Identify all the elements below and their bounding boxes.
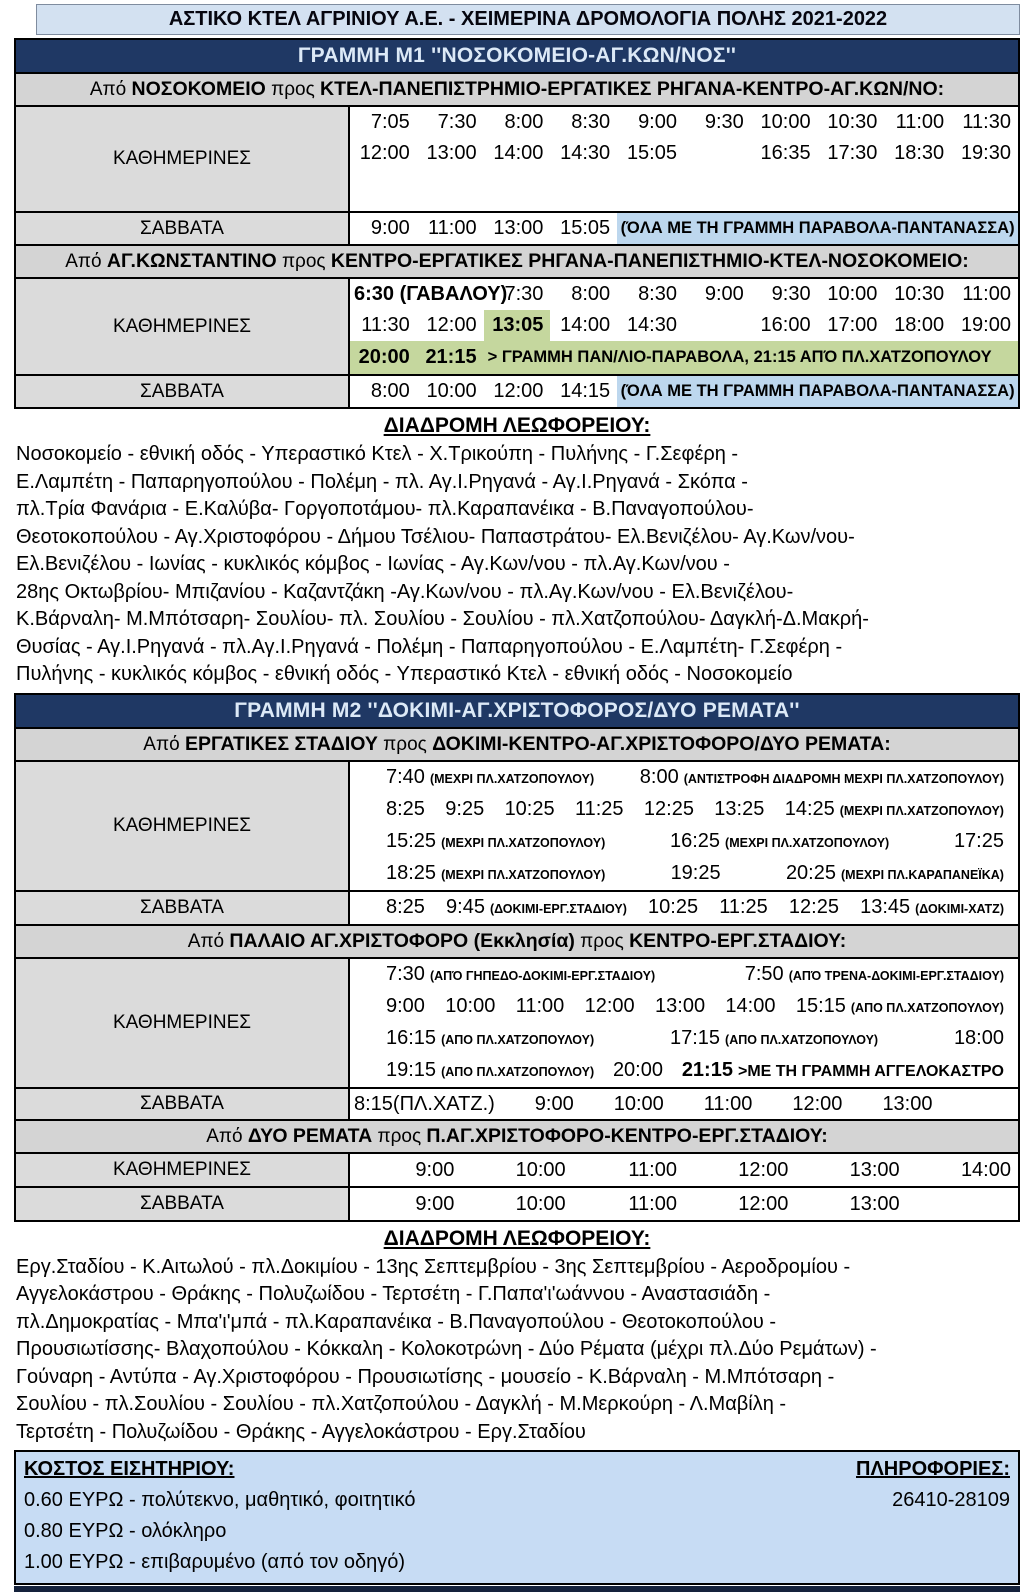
route-line: πλ.Δημοκρατίας - Μπα'ι'μπά - πλ.Καραπανέικα - Β.Παναγοπούλου - Θεοτοκοπούλου - — [16, 1310, 777, 1333]
departure-time: 8:25 — [386, 797, 425, 820]
route-line: Γούναρη - Αντύπα - Αγ.Χριστοφόρου - Προυσιωτίσης - μουσείο - Κ.Βάρναλη - Μ.Μπότσαρη - — [16, 1365, 835, 1388]
m2-dir2-saturdays-row — [16, 1089, 1018, 1121]
times-line — [350, 794, 1018, 826]
departure-time: 14:25 — [784, 797, 835, 820]
m2-dir1-saturdays-row — [16, 892, 1018, 926]
departure-entry — [445, 794, 484, 824]
time-cell: 14:30 — [626, 314, 677, 336]
fare-line: 0.80 ΕΥΡΩ - ολόκληρο — [24, 1520, 227, 1542]
departure-time: 17:15 — [669, 1026, 721, 1049]
departure-time: 10:00 — [445, 994, 496, 1017]
time-cell: 19:00 — [960, 314, 1011, 336]
time-cell: 13:00 — [493, 217, 544, 239]
departure-entry — [745, 959, 1004, 991]
route-line: Αγγελοκάστρου - Θράκης - Πολυζωίδου - Τερτσέτη - Γ.Παπα'ι'ωάννου - Αναστασιάδη - — [16, 1283, 771, 1305]
time-cell: 14:15 — [560, 380, 611, 402]
info-heading: ΠΛΗΡΟΦΟΡΙΕΣ: — [856, 1458, 1010, 1480]
time-cell: 14:00 — [493, 142, 544, 164]
departure-time: 16:25 — [669, 829, 721, 852]
m2-dir1-weekdays-row — [16, 762, 1018, 892]
m1-route-description — [16, 441, 1020, 689]
times-grid — [350, 1188, 1018, 1220]
time-cell: 8:00 — [504, 111, 544, 133]
time-cell: 8:00 — [571, 283, 611, 305]
time-cell: 12:00 — [426, 314, 477, 336]
from-label: Από — [143, 733, 180, 755]
route-line: Κ.Βάρναλη- Μ.Μπότσαρη- Σουλίου- πλ. Σουλίου - Σουλίου - πλ.Χατζοπούλου- Δαγκλή-Δ.Μακρή- — [16, 608, 869, 630]
departure-time: 8:15(ΠΛ.ΧΑΤΖ.) — [354, 1092, 495, 1115]
departure-time: 20:00 — [612, 1058, 663, 1081]
time-cell: 9:00 — [370, 217, 410, 239]
departure-time: 8:00 — [639, 765, 679, 788]
schedule-note: (ΌΛΑ ΜΕ ΤΗ ΓΡΑΜΜΗ ΠΑΡΑΒΟΛΑ-ΠΑΝΤΑΝΑΣΣΑ) — [617, 376, 1018, 407]
departure-note: (ΜΕΧΡΙ ΠΛ.ΧΑΤΖΟΠΟΥΛΟΥ) — [441, 835, 606, 850]
weekdays-label: ΚΑΘΗΜΕΡΙΝΕΣ — [16, 1154, 350, 1186]
departure-entry — [575, 794, 624, 824]
m2-dir2-weekdays-row — [16, 959, 1018, 1089]
departure-time: 11:25 — [574, 797, 624, 820]
destination-list: ΚΕΝΤΡΟ-ΕΡΓ.ΣΤΑΔΙΟΥ: — [629, 929, 847, 952]
times-line — [350, 858, 1018, 890]
departure-entry — [785, 794, 1004, 826]
departure-time: 14:00 — [725, 994, 776, 1017]
departure-time: 8:25 — [386, 895, 425, 918]
origin-name: ΔΥΟ ΡΕΜΑΤΑ — [247, 1124, 373, 1147]
m1-dir2-weekdays-row — [16, 279, 1018, 376]
to-label: προς — [383, 733, 427, 755]
departure-time: 11:00 — [703, 1092, 753, 1115]
m2-dir3-weekdays-row — [16, 1154, 1018, 1188]
times-line — [350, 826, 1018, 858]
departure-entry — [446, 892, 627, 924]
departure-note: (ΜΕΧΡΙ ΠΛ.ΧΑΤΖΟΠΟΥΛΟΥ) — [839, 803, 1004, 818]
departure-entry — [796, 991, 1004, 1023]
time-cell: 14:00 — [560, 314, 611, 336]
departure-note: (ΑΠΟ ΠΛ.ΧΑΤΖΟΠΟΥΛΟΥ) — [441, 1032, 595, 1047]
time-cell: 13:05 — [484, 310, 551, 341]
departure-entry — [719, 892, 768, 922]
weekdays-label: ΚΑΘΗΜΕΡΙΝΕΣ — [16, 959, 350, 1087]
time-cell: 15:05 — [626, 142, 677, 164]
departure-time: 10:25 — [648, 895, 699, 918]
times-grid — [350, 138, 1018, 169]
to-label: προς — [580, 930, 624, 952]
departure-entry — [704, 1089, 753, 1119]
origin-name: ΠΑΛΑΙΟ ΑΓ.ΧΡΙΣΤΟΦΟΡΟ (Εκκλησία) — [229, 929, 575, 952]
route-line: Νοσοκομείο - εθνική οδός - Υπεραστικό Κτελ - Χ.Τρικούπη - Πυλήνης - Γ.Σεφέρη - — [16, 443, 739, 465]
m2-direction1-header — [16, 729, 1018, 762]
time-cell: 10:00 — [760, 111, 811, 133]
departure-note: (ΑΠΌ ΤΡΕΝΑ-ΔΟΚΙΜΙ-ΕΡΓ.ΣΤΑΔΙΟΥ) — [788, 968, 1004, 983]
departure-time: 13:00 — [655, 994, 706, 1017]
page-title: ΑΣΤΙΚΟ ΚΤΕΛ ΑΓΡΙΝΙΟΥ Α.Ε. - ΧΕΙΜΕΡΙΝΑ ΔΡΟΜΟΛΟΓΙΑ ΠΟΛΗΣ 2021-2022 — [36, 4, 1020, 35]
times-grid — [350, 213, 1018, 244]
m1-direction1-header — [16, 74, 1018, 107]
departure-time: 12:25 — [643, 797, 694, 820]
time-cell: 14:00 — [960, 1158, 1011, 1181]
times-grid — [350, 310, 1018, 341]
time-cell: 10:30 — [827, 111, 878, 133]
route-line: 28ης Οκτωβρίου- Μπιζανίου - Καζαντζάκη -Αγ.Κων/νου - πλ.Αγ.Κων/νου - Ελ.Βενιζέλου- — [16, 580, 794, 603]
m1-route-heading: ΔΙΑΔΡΟΜΗ ΛΕΩΦΟΡΕΙΟΥ: — [383, 414, 651, 437]
departure-entry — [640, 762, 1004, 794]
departure-time: 7:50 — [744, 962, 784, 985]
fare-line: 0.60 ΕΥΡΩ - πολύτεκνο, μαθητικό, φοιτητικό — [24, 1489, 416, 1511]
departure-time: 13:45 — [860, 895, 911, 918]
time-cell: 11:30 — [962, 111, 1011, 133]
departure-time: 21:15 — [681, 1058, 733, 1081]
times-line — [350, 892, 1018, 924]
weekdays-label: ΚΑΘΗΜΕΡΙΝΕΣ — [16, 279, 350, 374]
departure-entry — [386, 858, 605, 890]
time-cell: 18:30 — [894, 142, 945, 164]
departure-note: (ΑΠΟ ΠΛ.ΧΑΤΖΟΠΟΥΛΟΥ) — [725, 1032, 879, 1047]
departure-entry — [725, 991, 775, 1021]
time-cell: 9:00 — [638, 111, 677, 133]
from-label: Από — [206, 1125, 243, 1147]
times-grid — [350, 376, 1018, 407]
departure-entry — [789, 892, 839, 922]
schedule-note: (ΌΛΑ ΜΕ ΤΗ ΓΡΑΜΜΗ ΠΑΡΑΒΟΛΑ-ΠΑΝΤΑΝΑΣΣΑ) — [617, 213, 1018, 244]
departure-note: (ΜΕΧΡΙ ΠΛ.ΚΑΡΑΠΑΝΕΪΚΑ) — [841, 867, 1004, 882]
time-cell: 7:05 — [370, 111, 410, 133]
times-line — [350, 1089, 1018, 1119]
departure-entry — [954, 1023, 1004, 1053]
m1-dir2-saturdays-row — [16, 376, 1018, 407]
route-line: Ελ.Βενιζέλου - Ιωνίας - κυκλικός κόμβος - Ιωνίας - Αγ.Κων/νου - πλ.Αγ.Κων/νου - — [16, 553, 730, 575]
departure-entry — [386, 1023, 594, 1055]
origin-name: ΕΡΓΑΤΙΚΕΣ ΣΤΑΔΙΟΥ — [184, 732, 378, 755]
time-cell: 9:00 — [704, 283, 744, 305]
time-cell: 7:30 — [437, 111, 477, 133]
time-cell — [684, 310, 751, 341]
from-label: Από — [187, 930, 225, 952]
departure-time: 9:45 — [446, 895, 485, 918]
weekdays-label: ΚΑΘΗΜΕΡΙΝΕΣ — [16, 762, 350, 890]
time-cell: 18:00 — [894, 314, 945, 336]
destination-list: ΚΕΝΤΡΟ-ΕΡΓΑΤΙΚΕΣ ΡΗΓΑΝΑ-ΠΑΝΕΠΙΣΤΗΜΙΟ-ΚΤΕΛ-ΝΟΣΟΚΟΜΕΙΟ: — [330, 250, 969, 272]
m2-direction3-header — [16, 1121, 1018, 1154]
departure-time: 12:00 — [792, 1092, 843, 1115]
m1-line-header: ΓΡΑΜΜΗ Μ1 ''ΝΟΣΟΚΟΜΕΙΟ-ΑΓ.ΚΩΝ/ΝΟΣ'' — [16, 40, 1018, 74]
departure-time: 12:00 — [584, 994, 635, 1017]
departure-time: 19:25 — [670, 861, 721, 884]
time-cell: 11:00 — [428, 217, 477, 239]
departure-time: 13:00 — [882, 1092, 933, 1115]
departure-note: (ΜΕΧΡΙ ΠΛ.ΧΑΤΖΟΠΟΥΛΟΥ) — [725, 835, 890, 850]
m2-line-header: ΓΡΑΜΜΗ Μ2 ''ΔΟΚΙΜΙ-ΑΓ.ΧΡΙΣΤΟΦΟΡΟΣ/ΔΥΟ ΡΕΜΑΤΑ'' — [16, 695, 1018, 729]
departure-time: 16:15 — [386, 1026, 437, 1049]
times-line — [350, 762, 1018, 794]
time-cell: 8:30 — [571, 111, 611, 133]
departure-entry — [613, 1055, 663, 1085]
departure-entry — [648, 892, 698, 922]
departure-entry — [386, 794, 425, 824]
time-cell: 6:30 (ΓΑΒΑΛΟΥ) — [354, 283, 508, 305]
times-line — [350, 991, 1018, 1023]
departure-entry — [614, 1089, 664, 1119]
evening-times-row — [350, 341, 1018, 374]
time-cell: 9:00 — [415, 1192, 455, 1215]
departure-entry — [714, 794, 764, 824]
time-cell: 11:00 — [628, 1158, 677, 1181]
time-cell: 11:00 — [962, 283, 1011, 305]
departure-time: 9:25 — [445, 797, 485, 820]
departure-time: 10:25 — [504, 797, 555, 820]
time-cell — [907, 1188, 1018, 1220]
time-cell: 17:00 — [827, 314, 878, 336]
departure-entry — [505, 794, 555, 824]
departure-note: (ΔΟΚΙΜΙ-ΕΡΓ.ΣΤΑΔΙΟΥ) — [489, 901, 627, 916]
times-line — [350, 1023, 1018, 1055]
saturdays-label: ΣΑΒΒΑΤΑ — [16, 892, 350, 924]
time-cell: 12:00 — [493, 380, 544, 402]
departure-time: 7:40 — [386, 765, 425, 788]
departure-entry — [682, 1055, 1004, 1087]
departure-entry — [585, 991, 635, 1021]
time-cell: 15:05 — [560, 217, 611, 239]
time-cell: 12:00 — [738, 1192, 789, 1215]
time-cell: 20:00 — [358, 346, 410, 368]
time-cell: 9:30 — [704, 111, 744, 133]
destination-list: ΚΤΕΛ-ΠΑΝΕΠΙΣΤΡΗΜΙΟ-ΕΡΓΑΤΙΚΕΣ ΡΗΓΑΝΑ-ΚΕΝΤΡΟ-ΑΓ.ΚΩΝ/ΝΟ: — [320, 78, 945, 100]
saturdays-label: ΣΑΒΒΑΤΑ — [16, 376, 350, 407]
departure-time: 11:25 — [719, 895, 768, 918]
departure-time: 12:25 — [788, 895, 839, 918]
departure-time: 13:25 — [714, 797, 765, 820]
time-cell: 8:30 — [638, 283, 677, 305]
departure-note: >ΜΕ ΤΗ ΓΡΑΜΜΗ ΑΓΓΕΛΟΚΑΣΤΡΟ — [737, 1062, 1004, 1080]
departure-time: 18:25 — [386, 861, 437, 884]
m2-direction2-header — [16, 926, 1018, 959]
phone-number: 26410-28109 — [892, 1489, 1010, 1511]
m2-route-description — [16, 1254, 1020, 1447]
departure-time: 7:30 — [386, 962, 425, 985]
departure-time: 17:25 — [953, 829, 1004, 852]
departure-entry — [386, 826, 605, 858]
departure-time: 15:25 — [386, 829, 437, 852]
route-line: Προυσιωτίσσης- Βλαχοπούλου - Κόκκαλη - Κολοκοτρώνη - Δύο Ρέματα (μέχρι πλ.Δύο Ρεμάτων) - — [16, 1338, 877, 1360]
departure-note: (ΑΠΟ ΠΛ.ΧΑΤΖΟΠΟΥΛΟΥ) — [850, 1000, 1004, 1015]
route-line: Θεοτοκοπούλου - Αγ.Χριστοφόρου - Δήμου Τσέλιου- Παπαστράτου- Ελ.Βενιζέλου- Αγ.Κων/νου- — [16, 525, 855, 548]
time-cell: 13:00 — [426, 142, 477, 164]
from-label: Από — [65, 251, 102, 272]
times-line — [350, 959, 1018, 991]
departure-entry — [882, 1089, 932, 1119]
departure-entry — [386, 991, 425, 1021]
route-line: Πυλήνης - κυκλικός κόμβος - εθνική οδός - Υπεραστικό Κτελ - εθνική οδός - Νοσοκομείο — [16, 663, 793, 685]
time-cell: 12:00 — [359, 142, 410, 164]
destination-list: ΔΟΚΙΜΙ-ΚΕΝΤΡΟ-ΑΓ.ΧΡΙΣΤΟΦΟΡΟ/ΔΥΟ ΡΕΜΑΤΑ: — [432, 732, 891, 755]
route-line: Εργ.Σταδίου - Κ.Αιτωλού - πλ.Δοκιμίου - 13ης Σεπτεμβρίου - 3ης Σεπτεμβρίου - Αεροδρομίου - — [16, 1255, 851, 1278]
departure-entry — [445, 991, 495, 1021]
departure-entry — [516, 991, 565, 1021]
time-cell: 12:00 — [738, 1158, 789, 1181]
route-line: πλ.Τρία Φανάρια - Ε.Καλύβα- Γοργοποτάμου- πλ.Καραπανέικα - Β.Παναγοπούλου- — [16, 498, 754, 520]
destination-list: Π.ΑΓ.ΧΡΙΣΤΟΦΟΡΟ-ΚΕΝΤΡΟ-ΕΡΓ.ΣΤΑΔΙΟΥ: — [426, 1124, 828, 1147]
departure-time: 10:00 — [613, 1092, 664, 1115]
time-cell: 11:00 — [895, 111, 945, 133]
departure-entry — [535, 1089, 574, 1119]
departure-entry — [792, 1089, 842, 1119]
route-line: Τερτσέτη - Πολυζωίδου - Θράκης - Αγγελοκάστρου - Εργ.Σταδίου — [16, 1420, 586, 1443]
m1-dir1-weekdays-row — [16, 107, 1018, 213]
departure-note: (ΑΠΌ ΓΗΠΕΔΟ-ΔΟΚΙΜΙ-ΕΡΓ.ΣΤΑΔΙΟΥ) — [429, 968, 656, 983]
departure-entry — [354, 1089, 495, 1119]
time-cell: 14:30 — [560, 142, 611, 164]
saturdays-label: ΣΑΒΒΑΤΑ — [16, 1089, 350, 1119]
departure-note: (ΜΕΧΡΙ ΠΛ.ΧΑΤΖΟΠΟΥΛΟΥ) — [441, 867, 606, 882]
departure-time: 20:25 — [785, 861, 836, 884]
departure-time: 15:15 — [795, 994, 846, 1017]
time-cell: 13:00 — [849, 1192, 900, 1215]
saturdays-label: ΣΑΒΒΑΤΑ — [16, 1188, 350, 1220]
departure-note: (ΜΕΧΡΙ ΠΛ.ΧΑΤΖΟΠΟΥΛΟΥ) — [429, 771, 595, 786]
route-line: Θυσίας - Αγ.Ι.Ρηγανά - πλ.Αγ.Ι.Ρηγανά - Πολέμη - Παπαρηγοπούλου - Ε.Λαμπέτη- Γ.Σεφέρη - — [16, 635, 843, 658]
weekdays-label: ΚΑΘΗΜΕΡΙΝΕΣ — [16, 107, 350, 211]
saturdays-label: ΣΑΒΒΑΤΑ — [16, 213, 350, 244]
time-cell: 19:30 — [960, 142, 1011, 164]
time-cell: 11:30 — [361, 314, 410, 336]
time-cell: 13:00 — [849, 1158, 900, 1181]
time-cell: 8:00 — [370, 380, 410, 402]
fare-line: 1.00 ΕΥΡΩ - επιβαρυμένο (από τον οδηγό) — [24, 1551, 406, 1573]
time-cell — [684, 138, 751, 169]
time-cell: 10:00 — [827, 283, 878, 305]
time-cell: 21:15 — [425, 346, 477, 368]
time-cell: 10:00 — [515, 1158, 566, 1181]
m1-dir1-saturdays-row — [16, 213, 1018, 246]
departure-entry — [644, 794, 694, 824]
departure-note: (ΔΟΚΙΜΙ-ΧΑΤΖ) — [915, 901, 1004, 916]
time-cell: 9:00 — [415, 1158, 455, 1181]
origin-name: ΑΓ.ΚΩΝΣΤΑΝΤΙΝΟ — [106, 250, 277, 272]
origin-name: ΝΟΣΟΚΟΜΕΙΟ — [131, 78, 266, 100]
to-label: προς — [377, 1125, 422, 1147]
times-grid — [350, 279, 1018, 310]
departure-entry — [386, 959, 655, 991]
departure-entry — [670, 1023, 878, 1055]
departure-entry — [386, 1055, 594, 1087]
route-line: Ε.Λαμπέτη - Παπαρηγοπούλου - Πολέμη - πλ. Αγ.Ι.Ρηγανά - Αγ.Ι.Ρηγανά - Σκόπα - — [16, 470, 748, 493]
departure-time: 11:00 — [515, 994, 565, 1017]
time-cell: 11:00 — [628, 1192, 677, 1215]
m1-schedule-table — [14, 38, 1020, 409]
schedule-note: > ΓΡΑΜΜΗ ΠΑΝ/ΛΙΟ-ΠΑΡΑΒΟΛΑ, 21:15 ΑΠΌ ΠΛ.ΧΑΤΖΟΠΟΥΛΟΥ — [487, 348, 992, 366]
departure-entry — [860, 892, 1004, 924]
ticket-info-panel — [14, 1450, 1020, 1585]
time-cell: 10:00 — [515, 1192, 566, 1215]
time-cell: 16:35 — [760, 142, 811, 164]
departure-note: (ΑΝΤΙΣΤΡΟΦΗ ΔΙΑΔΡΟΜΗ ΜΕΧΡΙ ΠΛ.ΧΑΤΖΟΠΟΥΛΟΥ) — [683, 771, 1004, 786]
to-label: προς — [281, 251, 326, 272]
times-line — [350, 1055, 1018, 1087]
departure-time: 9:00 — [534, 1092, 574, 1115]
departure-entry — [386, 762, 594, 794]
times-grid — [350, 1154, 1018, 1186]
time-cell: 16:00 — [760, 314, 811, 336]
to-label: προς — [271, 79, 315, 100]
time-cell: 10:00 — [426, 380, 477, 402]
time-cell: 9:30 — [771, 283, 811, 305]
m2-schedule-table — [14, 693, 1020, 1222]
m1-direction2-header — [16, 246, 1018, 279]
departure-entry — [954, 826, 1004, 856]
bottom-border-strip — [14, 1586, 1020, 1592]
departure-time: 18:00 — [953, 1026, 1004, 1049]
departure-entry — [786, 858, 1004, 890]
departure-entry — [671, 858, 721, 888]
departure-entry — [670, 826, 889, 858]
departure-note: (ΑΠΟ ΠΛ.ΧΑΤΖΟΠΟΥΛΟΥ) — [441, 1064, 595, 1079]
time-cell: 17:30 — [827, 142, 878, 164]
times-grid — [350, 107, 1018, 138]
departure-time: 9:00 — [386, 994, 425, 1017]
m2-route-heading: ΔΙΑΔΡΟΜΗ ΛΕΩΦΟΡΕΙΟΥ: — [383, 1226, 651, 1250]
time-cell: 7:30 — [504, 283, 544, 305]
time-cell: 10:30 — [894, 283, 945, 305]
departure-entry — [386, 892, 425, 922]
route-line: Σουλίου - πλ.Σουλίου - Σουλίου - πλ.Χατζοπούλου - Δαγκλή - Μ.Μερκούρη - Λ.Μαβίλη - — [16, 1393, 787, 1415]
cost-heading: ΚΟΣΤΟΣ ΕΙΣΗΤΗΡΙΟΥ: — [24, 1458, 235, 1480]
departure-entry — [655, 991, 705, 1021]
m2-dir3-saturdays-row — [16, 1188, 1018, 1220]
from-label: Από — [89, 79, 127, 100]
departure-time: 19:15 — [386, 1058, 437, 1081]
